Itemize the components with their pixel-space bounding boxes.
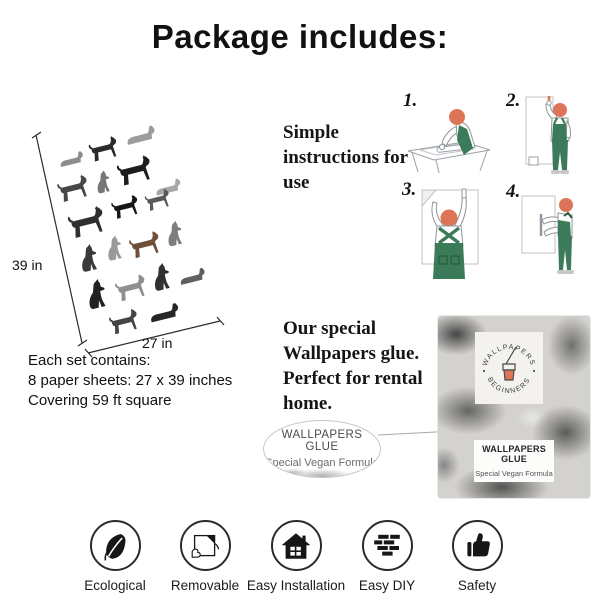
- set-contents-line: 8 paper sheets: 27 x 39 inches: [28, 371, 233, 389]
- feature-label: Removable: [170, 578, 240, 593]
- brush-icon: [503, 347, 516, 380]
- step4-smoothing-illustration: [520, 188, 582, 278]
- feature-label: Ecological: [84, 578, 146, 593]
- house-icon: [280, 530, 312, 562]
- step3-hanging-illustration: [410, 184, 488, 282]
- logo-top-text: WALLPAPERS: [481, 343, 537, 368]
- set-contents-line: Covering 59 ft square: [28, 391, 172, 409]
- feature-ecological: [70, 520, 160, 593]
- feature-label: Safety: [457, 578, 497, 593]
- feature-easy-installation: [246, 520, 346, 593]
- step1-cutting-illustration: [406, 104, 494, 176]
- step-number-4: 4.: [506, 181, 521, 202]
- feature-label: Easy Installation: [246, 578, 346, 593]
- glue-heading: Our special Wallpapers glue. Perfect for rental home.: [283, 318, 423, 415]
- package-label: [474, 440, 554, 482]
- glue-package: [438, 316, 590, 498]
- peel-icon: [189, 530, 221, 562]
- callout-title: WALLPAPERS GLUE: [281, 429, 363, 453]
- callout-subtitle: Special Vegan Formula: [265, 457, 379, 469]
- features-row: [70, 520, 522, 593]
- leaf-icon: [99, 530, 131, 562]
- callout-connector-line: [378, 431, 438, 435]
- thumbs-up-icon: [461, 530, 493, 562]
- logo-bottom-text: BEGINNERS: [485, 376, 533, 396]
- package-label-subtitle: Special Vegan Formula: [475, 469, 553, 478]
- step-number-1: 1.: [403, 90, 418, 111]
- sheet-width-label: 27 in: [142, 335, 173, 351]
- set-contents: [28, 351, 232, 410]
- circular-logo: [475, 332, 543, 404]
- feature-safety: [432, 520, 522, 593]
- feature-easy-diy: [342, 520, 432, 593]
- instructions-heading: Simple instructions for use: [283, 122, 408, 194]
- glue-callout: [263, 420, 381, 478]
- set-contents-line: Each set contains:: [28, 352, 151, 369]
- step-number-3: 3.: [402, 179, 417, 200]
- wallpaper-sheet-diagram: [0, 85, 250, 370]
- package-logo: [475, 332, 543, 404]
- feature-label: Easy DIY: [358, 578, 416, 593]
- package-label-title: WALLPAPERS GLUE: [482, 444, 546, 464]
- bricks-icon: [371, 530, 403, 562]
- feature-removable: [160, 520, 250, 593]
- sheet-height-label: 39 in: [12, 257, 43, 273]
- dog-sheet: [45, 119, 220, 345]
- step2-marking-illustration: [522, 94, 582, 180]
- page-title: Package includes:: [151, 18, 449, 55]
- step-number-2: 2.: [506, 90, 521, 111]
